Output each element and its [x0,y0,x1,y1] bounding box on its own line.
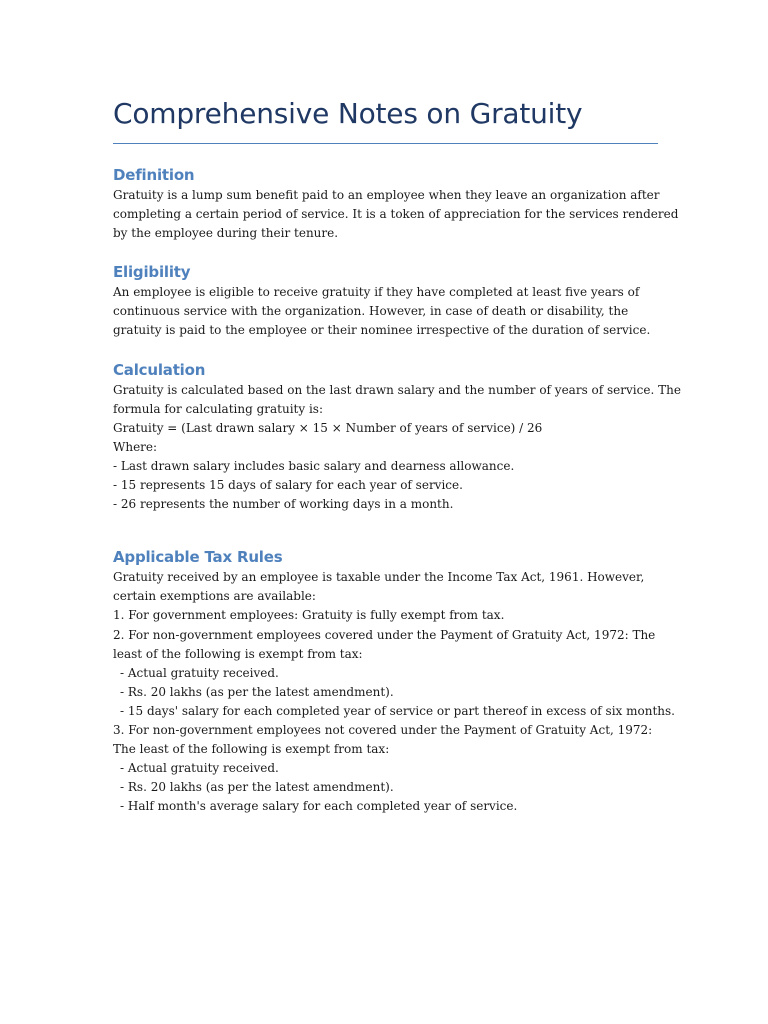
section-heading-tax-rules: Applicable Tax Rules [113,548,283,567]
section-heading-calculation: Calculation [113,360,206,379]
gratuity-formula: Gratuity = (Last drawn salary × 15 × Number of years of service) / 26 [113,420,543,435]
exemption-sub-item: - Rs. 20 lakhs (as per the latest amendment). [120,684,394,699]
exemption-sub-item: - Actual gratuity received. [120,665,279,680]
exemption-sub-item: - Actual gratuity received. [120,761,279,776]
calculation-line: Gratuity is calculated based on the last drawn salary and the number of years of service. The [113,382,681,397]
section-eligibility [113,261,658,340]
tax-rules-line: The least of the following is exempt from tax: [113,742,390,757]
definition-line: completing a certain period of service. It is a token of appreciation for the services rendered [113,207,679,222]
section-calculation [113,359,681,515]
calculation-line: formula for calculating gratuity is: [113,401,323,416]
eligibility-line: continuous service with the organization. However, in case of death or disability, the [113,304,629,319]
definition-line: by the employee during their tenure. [113,226,339,241]
definition-line: Gratuity is a lump sum benefit paid to an employee when they leave an organization after [113,188,660,202]
eligibility-line: An employee is eligible to receive gratuity if they have completed at least five years of [113,285,640,300]
document-page [113,94,681,816]
section-tax-rules [113,546,675,816]
calculation-list-item: - Last drawn salary includes basic salary and dearness allowance. [113,458,515,473]
exemption-sub-item: - 15 days' salary for each completed year of service or part thereof in excess of six months. [120,703,675,718]
tax-rule-item: 1. For government employees: Gratuity is fully exempt from tax. [113,608,505,623]
section-definition [113,164,679,243]
section-heading-definition: Definition [113,166,195,184]
exemption-sub-item: - Rs. 20 lakhs (as per the latest amendment). [120,780,394,795]
tax-rules-line: certain exemptions are available: [113,589,316,604]
document-title: Comprehensive Notes on Gratuity [113,94,658,144]
calculation-list-item: - 26 represents the number of working days in a month. [113,497,454,512]
tax-rule-item: 2. For non-government employees covered under the Payment of Gratuity Act, 1972: The [113,627,656,642]
calculation-list-item: - 15 represents 15 days of salary for each year of service. [113,478,463,493]
calculation-line: Where: [113,439,158,454]
tax-rules-line: least of the following is exempt from tax: [113,646,363,661]
eligibility-line: gratuity is paid to the employee or their nominee irrespective of the duration of service. [113,323,651,338]
section-heading-eligibility: Eligibility [113,263,191,282]
tax-rules-line: Gratuity received by an employee is taxable under the Income Tax Act, 1961. However, [113,570,645,585]
tax-rule-item: 3. For non-government employees not covered under the Payment of Gratuity Act, 1972: [113,722,653,737]
exemption-sub-item: - Half month's average salary for each completed year of service. [120,799,518,814]
